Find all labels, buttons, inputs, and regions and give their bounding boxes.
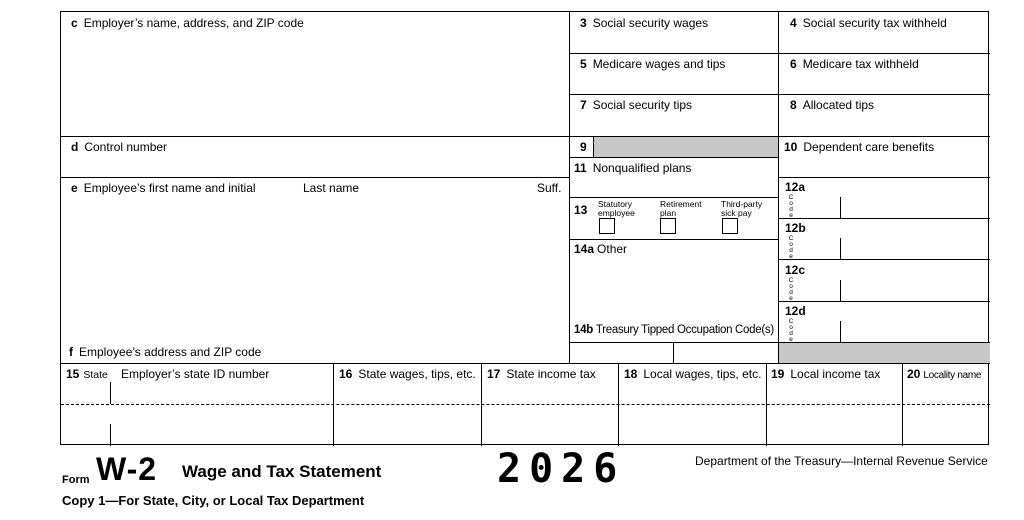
statutory-employee-checkbox[interactable] [599,218,615,234]
line-d-e [61,177,569,178]
divider-left-mid [569,12,570,363]
line-9-11 [569,157,778,158]
box-12d-label: 12d [785,304,806,318]
tick-12c [840,280,841,301]
tick-12d [840,321,841,342]
line-11-13 [569,197,778,198]
tick-14b [673,342,674,363]
box-18-label: 18 Local wages, tips, etc. [624,367,762,381]
box-20-label: 20 Locality name [907,367,982,381]
box-15-id-label: Employer’s state ID number [121,367,270,381]
box-13-retirement-label: Retirement plan [660,199,702,218]
divider-mid-right [778,12,779,363]
footer-department: Department of the Treasury—Internal Revenue Service [695,454,988,468]
divider-19-20 [902,363,903,446]
box-9-divider [593,136,594,157]
footer-statement-title: Wage and Tax Statement [182,462,382,481]
box-14a-label: 14a Other [574,242,628,256]
box-12d-code-letters: C o d e [788,318,794,343]
box-12b-code-letters: C o d e [788,235,794,260]
box-15-label: 15 State [66,367,108,381]
divider-17-18 [618,363,619,446]
line-row1 [569,53,990,54]
state-row-divider [61,404,990,405]
box-11-label: 11 Nonqualified plans [574,161,692,175]
box-17-label: 17 State income tax [487,367,596,381]
tick-12a [840,197,841,218]
tick-15-lower [110,424,111,446]
box-6-label: 6 Medicare tax withheld [790,57,919,71]
box-c-label: c Employer’s name, address, and ZIP code [71,16,304,30]
box-12c-label: 12c [785,263,806,277]
tick-12b [840,238,841,259]
box-d-label: d Control number [71,140,168,154]
box-e-suff-label: Suff. [537,181,562,195]
box-e-label: e Employee’s first name and initial [71,181,256,195]
line-12a-12b [778,218,990,219]
box-7-label: 7 Social security tips [580,98,693,112]
box-12c-code-letters: C o d e [788,277,794,302]
box-3-label: 3 Social security wages [580,16,709,30]
box-12a-code-letters: C o d e [788,194,794,219]
line-state-top [61,363,990,364]
divider-16-17 [481,363,482,446]
w2-form [60,11,989,445]
box-13-statutory-label: Statutory employee [598,199,635,218]
box-9-label: 9 [580,140,587,154]
box-12b-label: 12b [785,221,806,235]
box-12-bottom-shade [779,343,990,363]
footer-w2-title: W-2 [96,451,158,487]
line-12b-12c [778,259,990,260]
line-13-14 [569,239,778,240]
box-13-label: 13 [574,203,588,217]
footer-copy-label: Copy 1—For State, City, or Local Tax Department [62,493,365,508]
box-16-label: 16 State wages, tips, etc. [339,367,476,381]
box-14b-label: 14b Treasury Tipped Occupation Code(s) [574,324,774,336]
box-10-label: 10 Dependent care benefits [784,140,935,154]
third-party-sick-pay-checkbox[interactable] [722,218,738,234]
divider-18-19 [766,363,767,446]
footer-tax-year: 2026 [497,446,626,492]
box-12a-label: 12a [785,180,806,194]
footer-form-label: Form [62,474,90,486]
box-4-label: 4 Social security tax withheld [790,16,947,30]
tick-15-upper [110,382,111,404]
box-e-last-label: Last name [303,181,360,195]
retirement-plan-checkbox[interactable] [660,218,676,234]
line-row2 [569,94,990,95]
box-f-label: f Employee’s address and ZIP code [69,345,262,359]
box-5-label: 5 Medicare wages and tips [580,57,726,71]
line-10-12a [778,177,990,178]
box-19-label: 19 Local income tax [771,367,881,381]
divider-15-16 [333,363,334,446]
line-12c-12d [778,301,990,302]
box-9-shade [594,137,778,157]
box-8-label: 8 Allocated tips [790,98,875,112]
box-13-thirdparty-label: Third-party sick pay [721,199,763,218]
line-c-d [61,136,569,137]
